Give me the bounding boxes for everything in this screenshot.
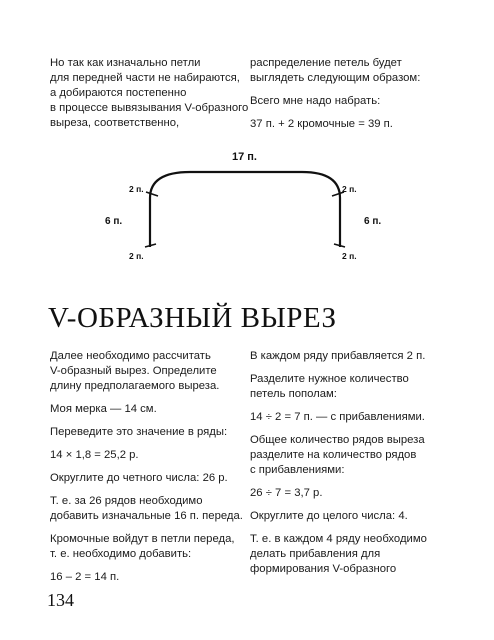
- paragraph: Моя мерка — 14 см.: [50, 403, 157, 415]
- label-right-lower: 2 п.: [342, 251, 357, 261]
- label-left-lower: 2 п.: [129, 251, 144, 261]
- top-right-column: [250, 56, 420, 132]
- text-line: Но так как изначально петли: [50, 57, 201, 69]
- section-heading: V-ОБРАЗНЫЙ ВЫРЕЗ: [48, 302, 337, 334]
- text-line: делать прибавления для: [250, 548, 381, 560]
- paragraph: Переведите это значение в ряды:: [50, 426, 228, 438]
- paragraph: Всего мне надо набрать:: [250, 95, 381, 107]
- text-line: формирования V-образного: [250, 563, 397, 575]
- formula: 26 ÷ 7 = 3,7 р.: [250, 487, 323, 499]
- text-line: для передней части не набираются,: [50, 72, 240, 84]
- formula: 14 ÷ 2 = 7 п. — с прибавлениями.: [250, 411, 425, 423]
- text-line: добавить изначальные 16 п. переда.: [50, 510, 243, 522]
- text-line: длину предполагаемого выреза.: [50, 380, 220, 392]
- bottom-right-column: [250, 349, 427, 577]
- text-line: Кромочные войдут в петли переда,: [50, 533, 235, 545]
- text-line: петель пополам:: [250, 388, 337, 400]
- text-line: с прибавлениями:: [250, 464, 345, 476]
- text-line: Общее количество рядов выреза: [250, 434, 425, 446]
- tick-mark-left-upper: [146, 192, 158, 196]
- text-line: Разделите нужное количество: [250, 373, 409, 385]
- text-line: в процессе вывязывания V-образного: [50, 102, 249, 114]
- label-left-upper: 2 п.: [129, 184, 144, 194]
- paragraph: В каждом ряду прибавляется 2 п.: [250, 350, 426, 362]
- label-left-side: 6 п.: [105, 216, 123, 227]
- text-line: Т. е. в каждом 4 ряду необходимо: [250, 533, 427, 545]
- text-line: выреза, соответственно,: [50, 117, 180, 129]
- text-line: Далее необходимо рассчитать: [50, 350, 211, 362]
- bottom-left-column: [50, 349, 243, 585]
- paragraph: Округлите до целого числа: 4.: [250, 510, 408, 522]
- text-line: выглядеть следующим образом:: [250, 72, 421, 84]
- formula: 14 × 1,8 = 25,2 р.: [50, 449, 139, 461]
- text-line: т. е. необходимо добавить:: [50, 548, 192, 560]
- neckline-diagram: [0, 140, 494, 270]
- text-line: V-образный вырез. Определите: [50, 365, 217, 377]
- formula: 37 п. + 2 кромочные = 39 п.: [250, 118, 393, 130]
- page-number: 134: [47, 590, 74, 610]
- paragraph: Округлите до четного числа: 26 р.: [50, 472, 228, 484]
- label-top: 17 п.: [232, 151, 257, 163]
- formula: 16 – 2 = 14 п.: [50, 571, 120, 583]
- text-line: а добираются постепенно: [50, 87, 187, 99]
- text-line: Т. е. за 26 рядов необходимо: [50, 495, 203, 507]
- text-line: распределение петель будет: [250, 57, 402, 69]
- label-right-side: 6 п.: [364, 216, 382, 227]
- text-line: разделите на количество рядов: [250, 449, 417, 461]
- neckline-curve: [150, 172, 340, 247]
- top-left-column: [50, 56, 248, 131]
- label-right-upper: 2 п.: [342, 184, 357, 194]
